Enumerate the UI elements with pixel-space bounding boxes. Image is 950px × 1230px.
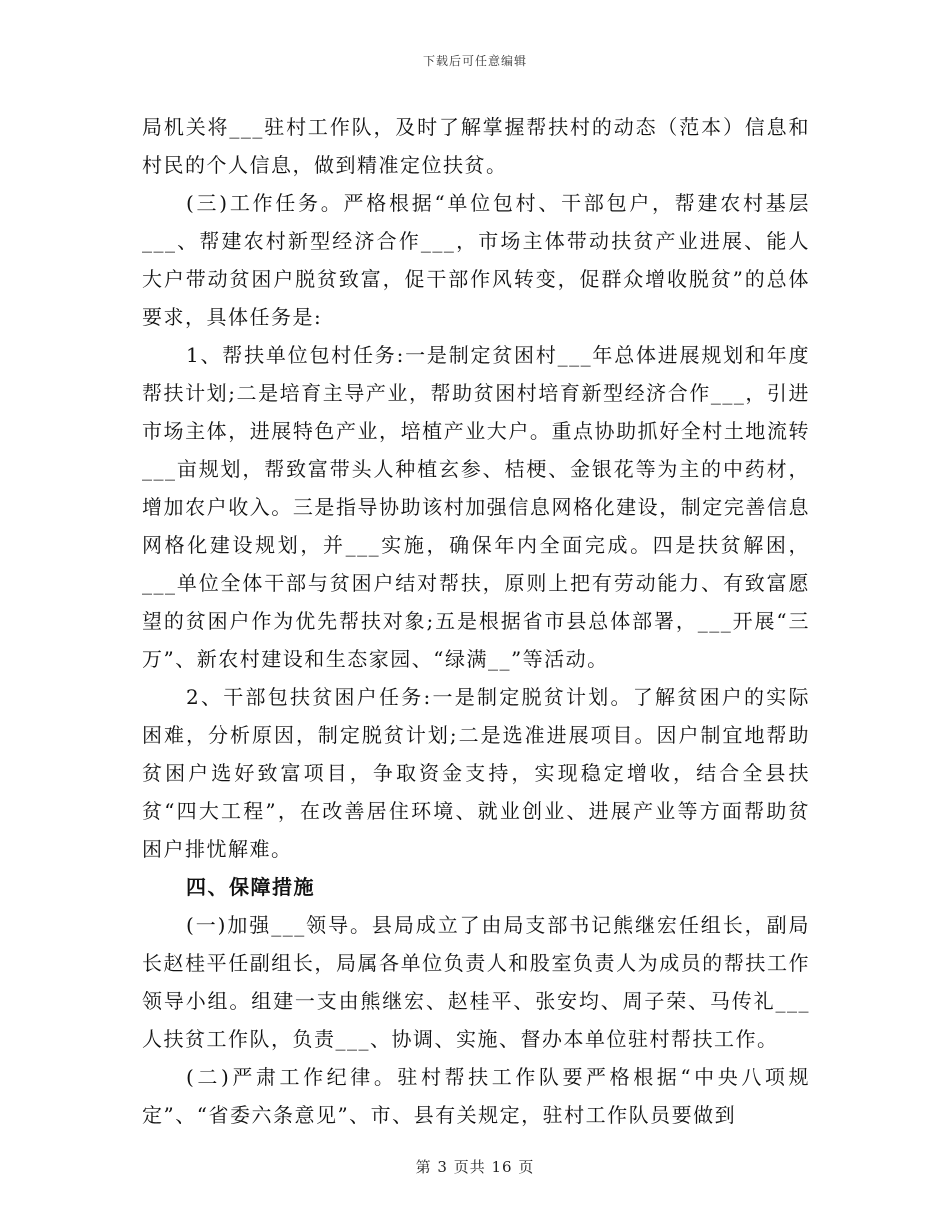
paragraph-continuation: 局机关将___驻村工作队，及时了解掌握帮扶村的动态（范本）信息和村民的个人信息，做到精准定位扶贫。 bbox=[142, 115, 810, 177]
page-header: 下载后可任意编辑 bbox=[422, 54, 527, 68]
paragraph-work-tasks: (三)工作任务。严格根据“单位包村、干部包户，帮建农村基层___、帮建农村新型经济合作___，市场主体带动扶贫产业进展、能人大户带动贫困户脱贫致富，促干部作风转变，促群众增收脱贫”的总体要求，具体任务是: bbox=[142, 191, 810, 329]
paragraph-work-discipline: (二)严肃工作纪律。驻村帮扶工作队要严格根据“中央八项规定”、“省委六条意见”、市、县有关规定，驻村工作队员要做到 bbox=[142, 1065, 810, 1127]
page-number: 第 3 页共 16 页 bbox=[415, 1158, 535, 1176]
paragraph-cadre-household-tasks: 2、干部包扶贫困户任务:一是制定脱贫计划。了解贫困户的实际困难，分析原因，制定脱贫计划;二是选准进展项目。因户制宜地帮助贫困户选好致富项目，争取资金支持，实现稳定增收，结合全县扶贫“四大工程”，在改善居住环境、就业创业、进展产业等方面帮助贫困户排忧解难。 bbox=[142, 685, 810, 861]
paragraph-strengthen-leadership: (一)加强___领导。县局成立了由局支部书记熊继宏任组长，副局长赵桂平任副组长，局属各单位负责人和股室负责人为成员的帮扶工作领导小组。组建一支由熊继宏、赵桂平、张安均、周子荣、马传礼___人扶贫工作队，负责___、协调、实施、督办本单位驻村帮扶工作。 bbox=[142, 913, 810, 1051]
paragraph-unit-village-tasks: 1、帮扶单位包村任务:一是制定贫困村___年总体进展规划和年度帮扶计划;二是培育主导产业，帮助贫困村培育新型经济合作___，引进市场主体，进展特色产业，培植产业大户。重点协助抓好全村土地流转___亩规划，帮致富带头人种植玄参、桔梗、金银花等为主的中药材，增加农户收入。三是指导协助该村加强信息网格化建设，制定完善信息网格化建设规划，并___实施，确保年内全面完成。四是扶贫解困，___单位全体干部与贫困户结对帮扶，原则上把有劳动能力、有致富愿望的贫困户作为优先帮扶对象;五是根据省市县总体部署，___开展“三万”、新农村建设和生态家园、“绿满__”等活动。 bbox=[142, 343, 810, 671]
document-body bbox=[142, 108, 810, 1134]
section-heading-safeguards: 四、保障措施 bbox=[186, 875, 315, 899]
